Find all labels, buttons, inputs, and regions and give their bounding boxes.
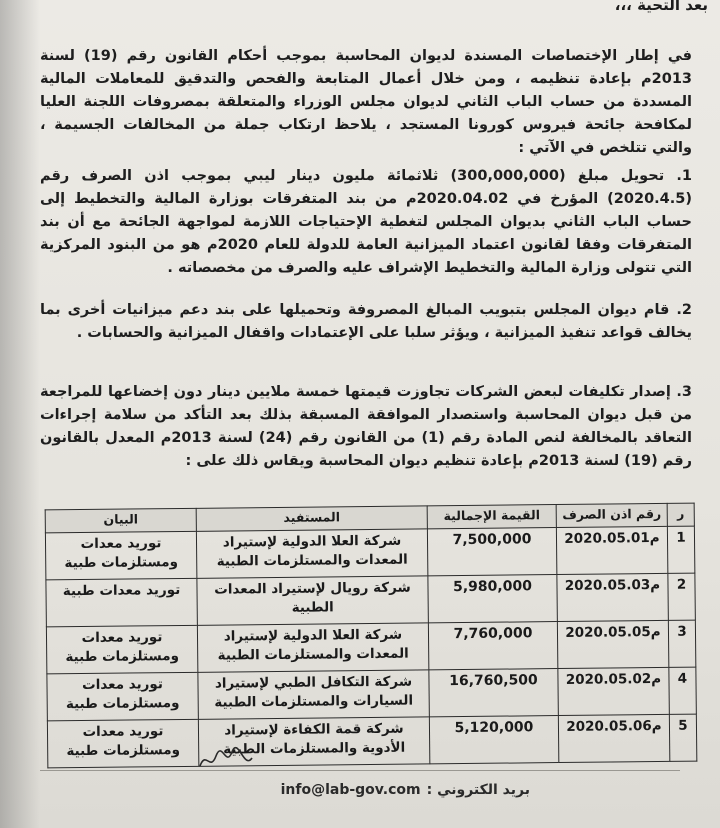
cell-beneficiary: شركة رويال لإستيراد المعدات الطبية [197,576,428,625]
cell-description: توريد معدات ومستلزمات طبية [47,672,198,721]
cell-amount: 7,500,000 [427,528,556,576]
table-row [47,714,696,768]
col-header-order: رقم اذن الصرف [556,503,667,527]
cell-beneficiary: شركة العلا الدولية لإستيراد المعدات والمستلزمات الطبية [196,529,427,578]
cell-num: 3 [668,620,695,667]
cell-num: 2 [668,573,695,620]
cell-order-date: 2020.05.01م [556,526,667,574]
cell-description: توريد معدات ومستلزمات طبية [45,531,196,580]
col-header-beneficiary: المستفيد [196,506,427,531]
violation-item-1: 1. تحويل مبلغ (300,000,000) ثلاثمائة مليون دينار ليبي بموجب اذن الصرف رقم (2020.4.5) المؤرخ في 2020.04.02م من بند المتفرقات بوزارة المالية والتخطيط إلى حساب الباب الثاني بديوان المجلس لتغطية الإحتياجات اللازمة لمواجهة الجائحة مع أن بند المتفرقات وفقا لقانون اعتماد الميزانية العامة للدولة للعام 2020م هو من البنود المركزية التي تتولى وزارة المالية والتخطيط الإشراف عليه والصرف من مخصصاته . [40,167,692,276]
cell-order-date: 2020.05.05م [557,620,668,668]
col-header-num: ر [667,503,694,526]
col-header-amount: القيمة الإجمالية [427,505,556,529]
email-label: بريد الكتروني : [426,782,530,798]
email-address: info@lab-gov.com [280,782,421,798]
cell-num: 4 [669,667,696,714]
cell-description: توريد معدات طبية [46,578,197,627]
cell-amount: 7,760,000 [428,622,557,670]
greeting: بعد التحية ،،، [614,0,708,14]
page-shadow [0,0,40,828]
intro-paragraph: في إطار الإختصاصات المسندة لديوان المحاسبة بموجب أحكام القانون رقم (19) لسنة 2013م بإعادة تنظيمه ، ومن خلال أعمال المتابعة والفحص والتدقيق للمعاملات المالية المسددة من حساب الباب الثاني لديوان مجلس الوزراء والمتعلقة بمصروفات اللجنة العليا لمكافحة جائحة فيروس كورونا المستجد ، يلاحظ ارتكاب جملة من المخالفات الجسيمة ، والتي تتلخص في الآتي : [40,47,693,156]
cell-description: توريد معدات ومستلزمات طبية [46,625,197,674]
payments-table [45,503,698,769]
table-row [45,526,694,580]
cell-amount: 5,980,000 [428,575,557,623]
cell-amount: 16,760,500 [429,669,558,717]
payments-table-wrapper [45,503,698,769]
cell-description: توريد معدات ومستلزمات طبية [47,719,198,768]
table-row [46,620,695,674]
cell-num: 1 [667,526,694,573]
cell-num: 5 [669,714,696,761]
footer-divider [40,770,680,771]
cell-order-date: 2020.05.03م [557,573,668,621]
cell-beneficiary: شركة التكافل الطبي لإستيراد السيارات والمستلزمات الطبية [198,670,429,719]
cell-beneficiary: شركة قمة الكفاءة لإستيراد الأدوية والمستلزمات الطبية [198,717,429,766]
violation-item-3: 3. إصدار تكليفات لبعض الشركات تجاوزت قيمتها خمسة ملايين دينار دون إخضاعها للمراجعة من قبل ديوان المحاسبة واستصدار الموافقة المسبقة بذلك بعد التأكد من سلامة إجراءات التعاقد بالمخالفة لنص المادة رقم (1) من القانون رقم (24) لسنة 2013م المعدل بالقانون رقم (19) لسنة 2013م بإعادة تنظيم ديوان المحاسبة ويقاس ذلك على : [40,383,692,469]
footer-contact [270,782,530,798]
col-header-description: البيان [45,508,196,533]
cell-amount: 5,120,000 [429,716,558,764]
violation-item-2: 2. قام ديوان المجلس بتبويب المبالغ المصروفة وتحميلها على بند دعم ميزانيات أخرى بما يخالف قواعد تنفيذ الميزانية ، ويؤثر سلبا على الإعتمادات واقفال الميزانية والحسابات . [40,301,692,341]
cell-order-date: 2020.05.06م [558,714,669,762]
table-row [46,573,695,627]
table-row [47,667,696,721]
cell-beneficiary: شركة العلا الدولية لإستيراد المعدات والمستلزمات الطبية [197,623,428,672]
cell-order-date: 2020.05.02م [558,667,669,715]
